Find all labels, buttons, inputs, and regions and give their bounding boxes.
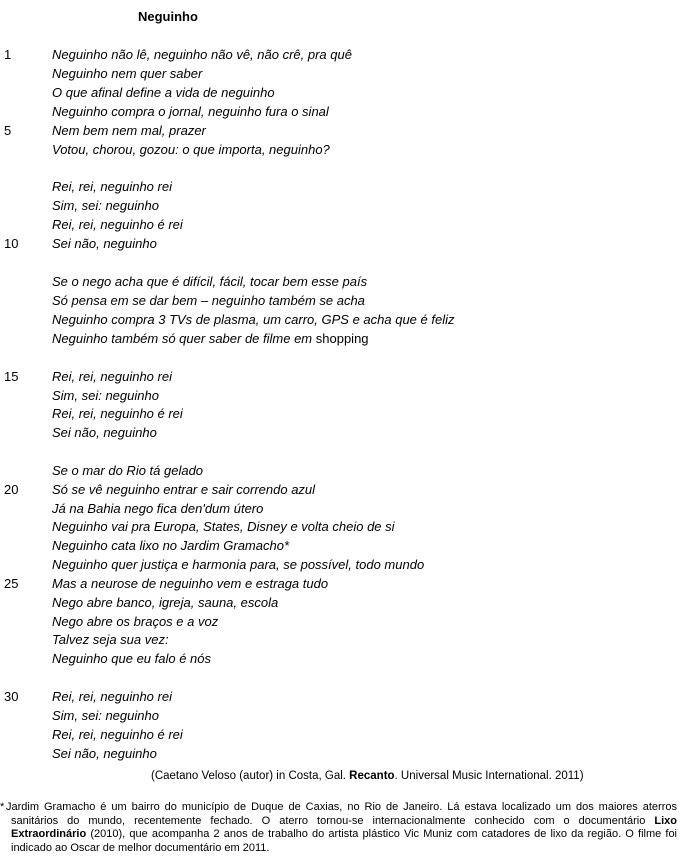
footnote-part2: (2010), que acompanha 2 anos de trabalho do artista plástico Vic Muniz com catadores de lixo da região. O filme foi indicado ao Oscar de melhor documentário em 2011. [11,828,677,854]
source-credit [151,770,584,782]
poem-line: Rei, rei, neguinho é rei [52,727,183,742]
line-number: 25 [4,576,19,591]
line-number: 30 [4,689,19,704]
poem-line: Neguinho quer justiça e harmonia para, se possível, todo mundo [52,557,425,572]
poem-line: Votou, chorou, gozou: o que importa, neguinho? [52,142,330,157]
poem-line: Rei, rei, neguinho rei [52,689,172,704]
poem-line: Talvez seja sua vez: [52,632,169,647]
poem-line: Neguinho nem quer saber [52,66,203,81]
credit-prefix: (Caetano Veloso (autor) in Costa, Gal. [151,770,346,782]
line-number: 15 [4,369,19,384]
footnote-film: Lixo Extraordinário [11,814,678,840]
poem-line: Sim, sei: neguinho [52,388,159,403]
poem-line [52,331,369,347]
poem-line-text: Neguinho também só quer saber de filme em [52,331,313,346]
poem-line-word: shopping [315,331,369,346]
poem-line: Neguinho compra 3 TVs de plasma, um carro, GPS e acha que é feliz [52,312,455,327]
poem-line: Sei não, neguinho [52,425,157,440]
poem-line: Já na Bahia nego fica den'dum útero [52,501,264,516]
line-number: 10 [4,236,19,251]
poem-line: O que afinal define a vida de neguinho [52,85,275,100]
line-number: 1 [4,47,12,62]
line-number: 20 [4,482,19,497]
footnote-part1: Jardim Gramacho é um bairro do município de Duque de Caxias, no Rio de Janeiro. Lá estava localizado um dos maiores aterros sanitários do mundo, recentemente fechado. O aterro tornou-se internacionalmente conhecido com o documentário [6,801,677,827]
credit-album: Recanto [349,770,395,782]
poem-title: Neguinho [138,9,198,24]
poem-line: Mas a neurose de neguinho vem e estraga tudo [52,576,329,591]
footnote-text [0,801,677,855]
poem-line: Só pensa em se dar bem – neguinho também se acha [52,293,365,308]
footnote [0,801,677,855]
poem-line: Nego abre os braços e a voz [52,614,219,629]
poem-line: Se o nego acha que é difícil, fácil, tocar bem esse país [52,274,368,289]
line-number: 5 [4,123,12,138]
poem-line: Nem bem nem mal, prazer [52,123,206,138]
poem-line: Rei, rei, neguinho rei [52,369,172,384]
footnote-marker: * [0,801,5,813]
poem-line: Neguinho que eu falo é nós [52,651,212,666]
poem-line: Só se vê neguinho entrar e sair correndo azul [52,482,316,497]
poem-line: Rei, rei, neguinho é rei [52,406,183,421]
poem-line: Sim, sei: neguinho [52,708,159,723]
poem-line: Se o mar do Rio tá gelado [52,463,204,478]
poem-line: Sim, sei: neguinho [52,198,159,213]
poem-line: Sei não, neguinho [52,746,157,761]
poem-line: Rei, rei, neguinho é rei [52,217,183,232]
credit-suffix: . Universal Music International. 2011) [394,770,584,782]
poem-line: Neguinho não lê, neguinho não vê, não crê, pra quê [52,47,352,62]
poem-line: Neguinho cata lixo no Jardim Gramacho* [52,538,290,553]
poem-line: Rei, rei, neguinho rei [52,179,172,194]
poem-line: Nego abre banco, igreja, sauna, escola [52,595,279,610]
poem-line: Neguinho compra o jornal, neguinho fura o sinal [52,104,329,119]
poem-line: Neguinho vai pra Europa, States, Disney e volta cheio de si [52,519,395,534]
poem-line: Sei não, neguinho [52,236,157,251]
